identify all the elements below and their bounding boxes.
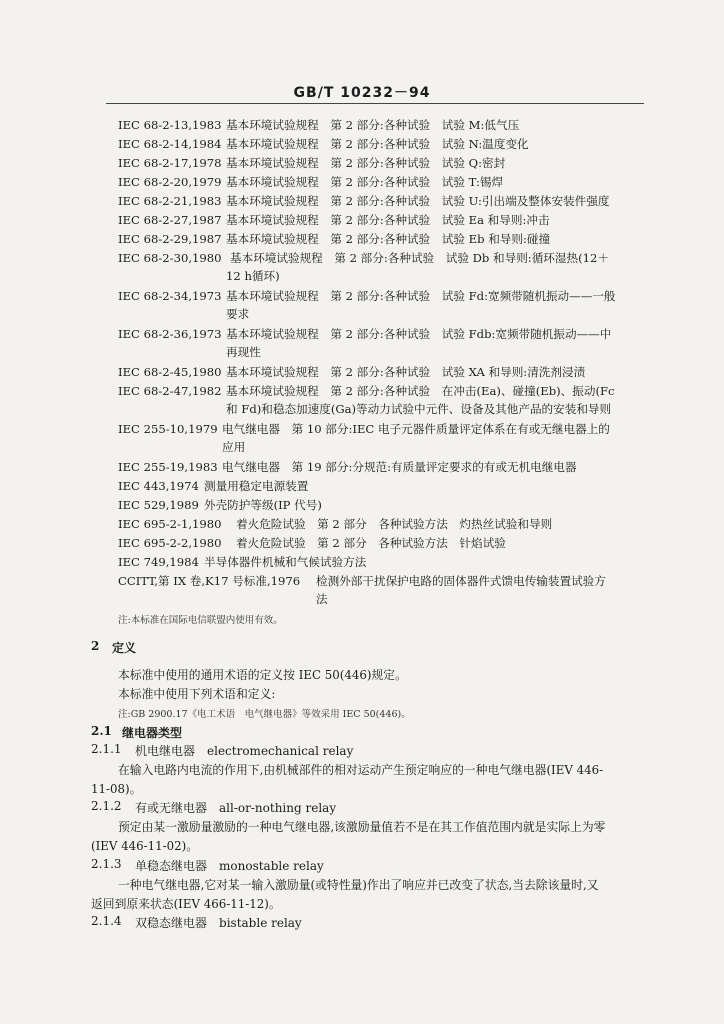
reference-id: IEC 68-2-17,1978	[118, 156, 222, 170]
subsection-number: 2.1	[91, 724, 112, 738]
reference-id: IEC 695-2-1,1980	[118, 517, 222, 531]
header-rule	[106, 103, 644, 104]
reference-title: 检测外部干扰保护电路的固体器件式馈电传输装置试验方	[316, 574, 606, 588]
term-definition-continued: 11-08)。	[91, 782, 142, 796]
reference-id: IEC 255-19,1983	[118, 460, 218, 474]
reference-title: 基本环境试验规程 第 2 部分:各种试验 试验 N:温度变化	[226, 137, 529, 151]
reference-id: IEC 695-2-2,1980	[118, 536, 222, 550]
reference-title: 电气继电器 第 19 部分:分规范:有质量评定要求的有或无机电继电器	[222, 460, 577, 474]
reference-title: 基本环境试验规程 第 2 部分:各种试验 在冲击(Ea)、碰撞(Eb)、振动(Fc	[226, 384, 615, 398]
reference-title: 基本环境试验规程 第 2 部分:各种试验 试验 Fdb:宽频带随机振动——中	[226, 327, 612, 341]
subsection-title: 继电器类型	[122, 726, 183, 740]
reference-id: IEC 68-2-27,1987	[118, 213, 222, 227]
section-title: 定义	[112, 641, 137, 655]
term-definition-continued: (IEV 446-11-02)。	[91, 839, 199, 853]
term-definition: 一种电气继电器,它对某一输入激励量(或特性量)作出了响应并已改变了状态,当去除该量时,又	[118, 878, 599, 892]
reference-id: IEC 529,1989	[118, 498, 199, 512]
reference-title: 基本环境试验规程 第 2 部分:各种试验 试验 Db 和导则:循环湿热(12＋	[230, 251, 609, 265]
reference-id: IEC 443,1974	[118, 479, 199, 493]
reference-id: IEC 68-2-34,1973	[118, 289, 222, 303]
reference-id: IEC 68-2-45,1980	[118, 365, 222, 379]
reference-title: 基本环境试验规程 第 2 部分:各种试验 试验 Q:密封	[226, 156, 506, 170]
paragraph: 本标准中使用的通用术语的定义按 IEC 50(446)规定。	[118, 668, 407, 682]
reference-title: 电气继电器 第 10 部分:IEC 电子元器件质量评定体系在有或无继电器上的	[222, 422, 610, 436]
page-header: GB/T 10232－94	[293, 85, 431, 101]
term-number: 2.1.2	[91, 799, 122, 813]
reference-id: IEC 68-2-29,1987	[118, 232, 222, 246]
reference-id: IEC 68-2-14,1984	[118, 137, 222, 151]
term-en: electromechanical relay	[207, 744, 354, 758]
paragraph: 本标准中使用下列术语和定义:	[118, 687, 276, 701]
term-definition: 在输入电路内电流的作用下,由机械部件的相对运动产生预定响应的一种电气继电器(IEV 446-	[118, 763, 604, 777]
reference-title: 半导体器件机械和气候试验方法	[204, 555, 367, 569]
reference-title-continued: 再现性	[226, 345, 261, 359]
reference-title: 着火危险试验 第 2 部分 各种试验方法 灼热丝试验和导则	[236, 517, 553, 531]
section-note: 注:GB 2900.17《电工术语 电气继电器》等效采用 IEC 50(446)。	[118, 709, 411, 720]
reference-title: 测量用稳定电源装置	[204, 479, 309, 493]
term-heading	[135, 857, 324, 874]
term-zh: 单稳态继电器	[135, 859, 208, 873]
reference-title: 基本环境试验规程 第 2 部分:各种试验 试验 XA 和导则:清洗剂浸渍	[226, 365, 586, 379]
reference-title: 基本环境试验规程 第 2 部分:各种试验 试验 T:锡焊	[226, 175, 504, 189]
reference-title-continued: 12 h循环)	[226, 269, 280, 283]
term-number: 2.1.4	[91, 914, 122, 928]
term-en: bistable relay	[219, 916, 302, 930]
reference-title: 基本环境试验规程 第 2 部分:各种试验 试验 Ea 和导则:冲击	[226, 213, 550, 227]
reference-id: CCITT,第 IX 卷,K17 号标准,1976	[118, 574, 301, 588]
reference-id: IEC 68-2-30,1980	[118, 251, 222, 265]
term-zh: 机电继电器	[135, 744, 196, 758]
term-heading	[135, 914, 302, 931]
term-heading	[135, 742, 353, 759]
reference-id: IEC 68-2-13,1983	[118, 118, 222, 132]
reference-title: 基本环境试验规程 第 2 部分:各种试验 试验 Fd:宽频带随机振动——一般	[226, 289, 616, 303]
reference-id: IEC 68-2-47,1982	[118, 384, 222, 398]
term-zh: 双稳态继电器	[135, 916, 208, 930]
term-number: 2.1.1	[91, 742, 122, 756]
reference-title: 基本环境试验规程 第 2 部分:各种试验 试验 Eb 和导则:碰撞	[226, 232, 551, 246]
reference-id: IEC 68-2-21,1983	[118, 194, 222, 208]
reference-title-continued: 应用	[222, 440, 246, 454]
reference-id: IEC 255-10,1979	[118, 422, 218, 436]
reference-id: IEC 749,1984	[118, 555, 199, 569]
term-zh: 有或无继电器	[135, 801, 208, 815]
term-en: all-or-nothing relay	[219, 801, 337, 815]
reference-title-continued: 法	[316, 592, 328, 606]
term-heading	[135, 799, 336, 816]
term-number: 2.1.3	[91, 857, 122, 871]
reference-title: 基本环境试验规程 第 2 部分:各种试验 试验 U:引出端及整体安装件强度	[226, 194, 610, 208]
section-number: 2	[91, 639, 100, 653]
reference-id: IEC 68-2-20,1979	[118, 175, 222, 189]
term-en: monostable relay	[219, 859, 324, 873]
reference-title: 基本环境试验规程 第 2 部分:各种试验 试验 M:低气压	[226, 118, 520, 132]
reference-title: 着火危险试验 第 2 部分 各种试验方法 针焰试验	[236, 536, 506, 550]
reference-title: 外壳防护等级(IP 代号)	[204, 498, 322, 512]
reference-title-continued: 要求	[226, 307, 250, 321]
reference-note: 注:本标准在国际电信联盟内使用有效。	[118, 615, 283, 626]
term-definition-continued: 返回到原来状态(IEV 466-11-12)。	[91, 897, 281, 911]
term-definition: 预定由某一激励量激励的一种电气继电器,该激励量值若不是在其工作值范围内就是实际上为零	[118, 820, 606, 834]
reference-id: IEC 68-2-36,1973	[118, 327, 222, 341]
reference-title-continued: 和 Fd)和稳态加速度(Ga)等动力试验中元件、设备及其他产品的安装和导则	[226, 402, 612, 416]
